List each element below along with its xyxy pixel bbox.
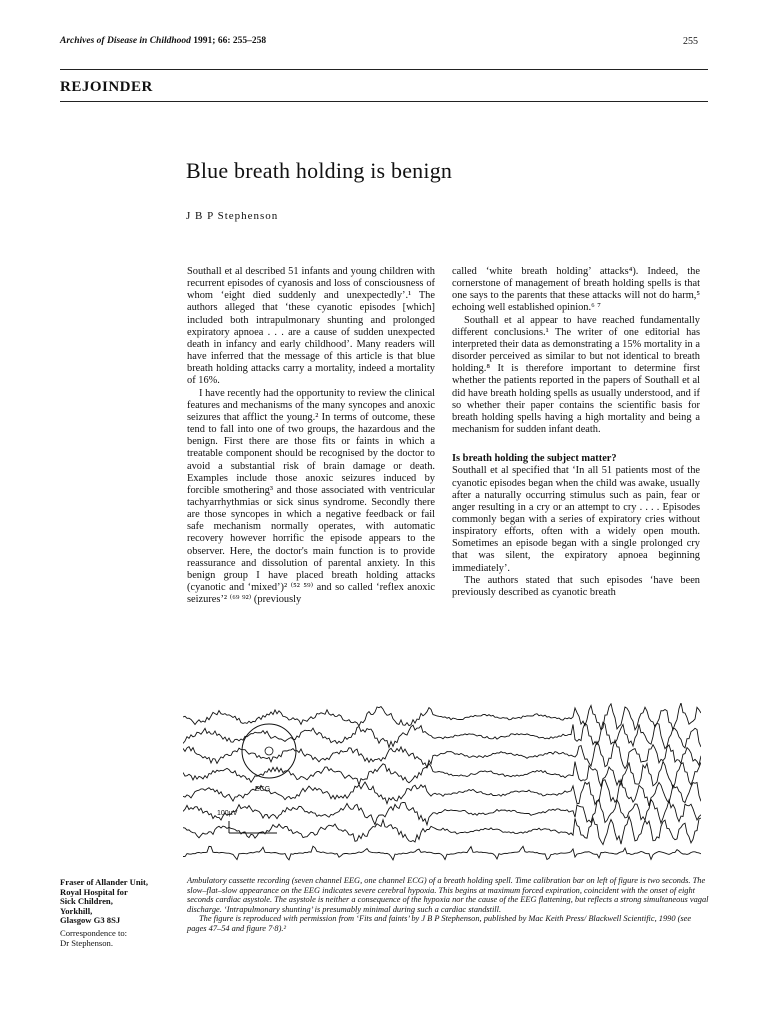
paragraph: called ‘white breath holding’ attacks⁴). Indeed, the cornerstone of management of breath holding spells is that one says to the parents that these attacks will not do harm,⁵ echoing well established opinion.⁶ ⁷ — [452, 266, 700, 314]
paragraph: The authors stated that such episodes ‘have been previously described as cyanotic breath — [452, 574, 700, 598]
journal-name: Archives of Disease in Childhood — [60, 36, 191, 46]
author-line: J B P Stephenson — [186, 210, 279, 222]
author-affiliation — [60, 878, 180, 948]
paragraph: Southall et al described 51 infants and young children with recurrent episodes of cyanosis and loss of consciousness of whom ‘eight died suddenly and unexpectedly’.¹ The authors alleged that ‘these cyanotic episodes [which] included both intrapulmonary shunting and prolonged expiratory apnoea . . . are a cause of sudden unexpected death in infancy and early childhood’. Many readers will have inferred that the message of this article is that blue breath holding attacks carry a mortality, indeed a mortality of 16%. — [187, 266, 435, 387]
paragraph: Southall et al specified that ‘In all 51 patients most of the cyanotic episodes began when the child was awake, usually after a naturally occurring stimulus such as pain, fear or anger resulting in a cry or an attempt to cry . . . . Episodes commonly began with a series of expiratory cries without inspiratory efforts, often with a widely open mouth. Sometimes an episode began with a single prolonged cry that was silent, the expiratory apnoea beginning immediately’. — [452, 465, 700, 574]
section-rule — [60, 101, 708, 102]
page-number: 255 — [683, 36, 698, 47]
ecg-label: ECG — [255, 786, 271, 793]
section-label: REJOINDER — [60, 79, 153, 95]
eeg-figure — [183, 703, 701, 871]
figure-credit: The figure is reproduced with permission from ‘Fits and faints’ by J B P Stephenson, published by Mac Keith Press/ Blackwell Scientific, 1990 (see pages 47–54 and figure 7·8).² — [187, 914, 692, 933]
body-column-right — [452, 266, 700, 599]
eeg-trace-image — [183, 703, 701, 871]
correspondence: Correspondence to: Dr Stephenson. — [60, 927, 128, 948]
calibration-label: 100µV — [217, 810, 238, 817]
eeg-channel-trace — [183, 799, 701, 825]
paragraph: I have recently had the opportunity to review the clinical features and mechanisms of the many syncopes and anoxic seizures that afflict the young.² In terms of outcome, these tend to fall into one of two groups, the hazardous and the benign. First there are those fits or faints in which a treatable component should be recognised by the doctor to avoid a substantial risk of brain damage or death. Examples include those anoxic seizures induced by forcible smothering³ and those associated with ventricular tachyarrhythmias or sick sinus syndrome. Secondly there are those syncopes in which a negative feedback or fail safe mechanism normally operates, with automatic recovery however horrific the episode appears to the observer. Here, the doctor's main function is to provide reassurance and dissolution of parental anxiety. In this benign group I have placed breath holding attacks (cyanotic and ‘mixed’)² ⁽⁵² ⁵⁹⁾ and so called ‘reflex anoxic seizures’² ⁽⁶⁹ ⁹²⁾ (previously — [187, 387, 435, 606]
eeg-channel-trace — [183, 740, 701, 768]
header-rule — [60, 69, 708, 70]
journal-header — [60, 36, 700, 46]
eeg-channel-trace — [183, 722, 701, 748]
journal-volume-info: 1991; 66: 255–258 — [190, 36, 267, 46]
figure-caption — [187, 876, 709, 934]
eeg-channel-trace — [183, 816, 701, 844]
affiliation-address: Fraser of Allander Unit, Royal Hospital for Sick Children, Yorkhill, Glasgow G3 8SJ — [60, 877, 149, 926]
article-title: Blue breath holding is benign — [186, 158, 453, 183]
body-column-left — [187, 266, 435, 606]
electrode-mark — [265, 747, 273, 755]
paragraph: Southall et al appear to have reached fundamentally different conclusions.¹ The writer of one editorial has interpreted their data as demonstrating a 15% mortality in a disorder perceived as similar to but not identical to breath holding.⁸ It is therefore important to determine first whether the patients reported in the papers of Southall et al did have breath holding spells as usually understood, and if so whether their paper contains the scientific basis for breath holding spells having a high mortality and being a mechanism for sudden infant death. — [452, 314, 700, 436]
caption-text: Ambulatory cassette recording (seven channel EEG, one channel ECG) of a breath holding spell. Time calibration bar on left of figure is two seconds. The slow–flat–slow appearance on the EEG indicates severe cerebral hypoxia. This begins at maximum forced expiration, coincident with the onset of eight seconds cardiac asystole. The asystole is neither a consequence of the hypoxia nor the cause of the EEG flattening, but reflects a strong simultaneous vagal discharge. ‘Intrapulmonary shunting’ is presumably minimal during such a cardiac standstill. — [187, 876, 709, 914]
section-heading: Is breath holding the subject matter? — [452, 453, 617, 465]
eeg-traces — [183, 703, 701, 860]
eeg-channel-trace — [183, 846, 701, 860]
